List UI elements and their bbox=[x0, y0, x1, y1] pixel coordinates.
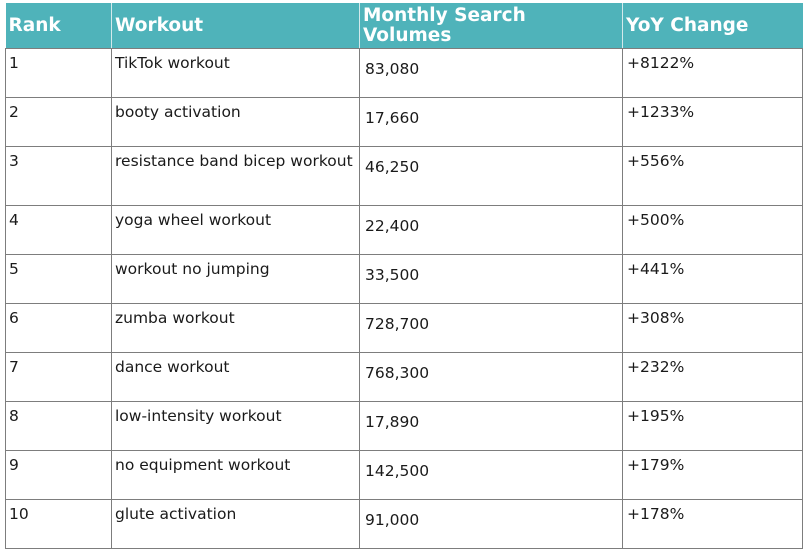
yoy-cell: +195% bbox=[623, 402, 803, 451]
yoy-cell: +8122% bbox=[623, 49, 803, 98]
workout-cell: zumba workout bbox=[112, 304, 360, 353]
header-search-volume: Monthly Search Volumes bbox=[360, 3, 623, 49]
table-row bbox=[6, 402, 803, 451]
rank-cell: 2 bbox=[6, 98, 112, 147]
rank-cell: 10 bbox=[6, 500, 112, 549]
rank-cell: 1 bbox=[6, 49, 112, 98]
workout-cell: glute activation bbox=[112, 500, 360, 549]
volume-cell: 728,700 bbox=[360, 304, 623, 353]
workout-cell: booty activation bbox=[112, 98, 360, 147]
workout-cell: yoga wheel workout bbox=[112, 206, 360, 255]
rank-cell: 7 bbox=[6, 353, 112, 402]
workout-cell: no equipment workout bbox=[112, 451, 360, 500]
workout-trends-table bbox=[5, 3, 803, 549]
volume-cell: 83,080 bbox=[360, 49, 623, 98]
workout-cell: TikTok workout bbox=[112, 49, 360, 98]
table-row bbox=[6, 451, 803, 500]
workout-cell: workout no jumping bbox=[112, 255, 360, 304]
header-yoy-change: YoY Change bbox=[623, 3, 803, 49]
volume-cell: 46,250 bbox=[360, 147, 623, 206]
volume-cell: 33,500 bbox=[360, 255, 623, 304]
volume-cell: 142,500 bbox=[360, 451, 623, 500]
volume-cell: 17,890 bbox=[360, 402, 623, 451]
header-rank: Rank bbox=[6, 3, 112, 49]
header-row bbox=[6, 3, 803, 49]
table-row bbox=[6, 500, 803, 549]
rank-cell: 6 bbox=[6, 304, 112, 353]
yoy-cell: +1233% bbox=[623, 98, 803, 147]
yoy-cell: +500% bbox=[623, 206, 803, 255]
yoy-cell: +178% bbox=[623, 500, 803, 549]
rank-cell: 4 bbox=[6, 206, 112, 255]
workout-cell: dance workout bbox=[112, 353, 360, 402]
yoy-cell: +441% bbox=[623, 255, 803, 304]
table-row bbox=[6, 147, 803, 206]
yoy-cell: +232% bbox=[623, 353, 803, 402]
yoy-cell: +179% bbox=[623, 451, 803, 500]
yoy-cell: +308% bbox=[623, 304, 803, 353]
yoy-cell: +556% bbox=[623, 147, 803, 206]
table-row bbox=[6, 304, 803, 353]
rank-cell: 3 bbox=[6, 147, 112, 206]
workout-cell: resistance band bicep workout bbox=[112, 147, 360, 206]
header-workout: Workout bbox=[112, 3, 360, 49]
table-row bbox=[6, 98, 803, 147]
workout-cell: low-intensity workout bbox=[112, 402, 360, 451]
table-row bbox=[6, 206, 803, 255]
table-row bbox=[6, 49, 803, 98]
volume-cell: 22,400 bbox=[360, 206, 623, 255]
rank-cell: 8 bbox=[6, 402, 112, 451]
table-row bbox=[6, 255, 803, 304]
rank-cell: 9 bbox=[6, 451, 112, 500]
rank-cell: 5 bbox=[6, 255, 112, 304]
volume-cell: 91,000 bbox=[360, 500, 623, 549]
volume-cell: 768,300 bbox=[360, 353, 623, 402]
table-row bbox=[6, 353, 803, 402]
volume-cell: 17,660 bbox=[360, 98, 623, 147]
